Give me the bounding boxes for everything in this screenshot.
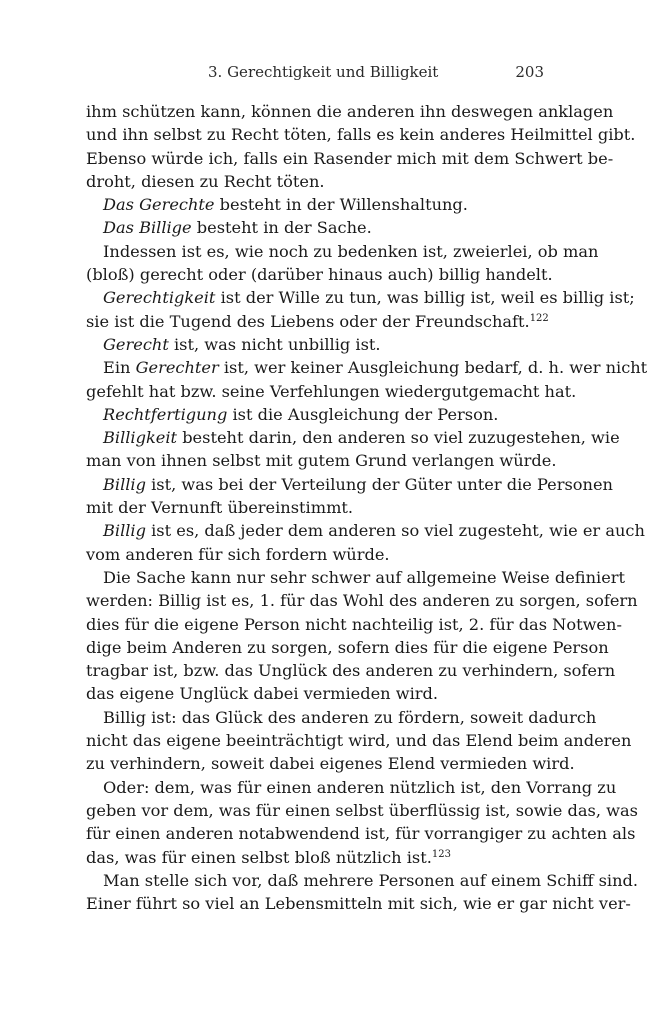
line-text: das, was für einen selbst bloß nützlich ist. [86,847,432,867]
italic-term: Billig [103,521,146,541]
text-line [86,496,548,519]
text-line [86,310,548,333]
text-line [86,566,626,589]
text-line [86,846,548,869]
line-text: für einen anderen notabwendend ist, für vorrangiger zu achten als [86,824,636,844]
text-line [86,659,616,682]
italic-term: Billigkeit [103,428,178,448]
line-text: ihm schützen kann, können die anderen ihn deswegen anklagen [86,102,614,121]
line-text: ist, was bei der Verteilung der Güter unter die Personen [145,474,613,494]
text-line [86,776,617,799]
text-line [86,263,553,286]
text-line [86,589,638,612]
line-text: geben vor dem, was für einen selbst überflüssig ist, sowie das, was [86,800,638,820]
italic-term: Das Gerechte [103,195,215,215]
text-line [86,100,614,123]
line-text: man von ihnen selbst mit gutem Grund verlangen würde. [86,451,557,471]
text-line [86,240,599,263]
line-text: sie ist die Tugend des Liebens oder der Freundschaft. [86,311,530,331]
text-line [86,449,557,472]
line-text: Man stelle sich vor, daß mehrere Personen auf einem Schiff sind. [103,870,639,890]
line-text: Billig ist: das Glück des anderen zu fördern, soweit dadurch [103,707,597,727]
text-line [86,380,577,403]
line-text: mit der Vernunft übereinstimmt. [86,498,354,518]
line-text: dies für die eigene Person nicht nachteilig ist, 2. für das Notwen- [86,614,622,634]
text-line [86,147,614,170]
line-text: Die Sache kann nur sehr schwer auf allgemeine Weise definiert [103,567,626,587]
line-text: Ebenso würde ich, falls ein Rasender mich mit dem Schwert be- [86,148,614,168]
text-line [86,519,645,542]
text-line [86,473,613,496]
italic-term: Gerecht [103,334,169,354]
footnote-marker: 123 [431,848,451,860]
text-line [86,543,548,566]
line-text: vom anderen für sich fordern würde. [86,544,390,564]
text-line [86,286,635,309]
body-text [86,100,648,915]
line-text: werden: Billig ist es, 1. für das Wohl des anderen zu sorgen, sofern [86,591,638,611]
line-text: dige beim Anderen zu sorgen, sofern dies für die eigene Person [86,637,609,657]
text-line [86,356,648,379]
line-text: droht, diesen zu Recht töten. [86,171,325,191]
text-line [86,333,548,356]
text-line [86,426,620,449]
page-number: 203 [515,63,544,81]
text-line [86,869,639,892]
line-text: Indessen ist es, wie noch zu bedenken ist, zweierlei, ob man [103,241,599,261]
line-text: (bloß) gerecht oder (darüber hinaus auch) billig handelt. [86,265,553,285]
text-line [86,706,597,729]
text-line [86,123,636,146]
line-text: das eigene Unglück dabei vermieden wird. [86,684,439,704]
text-line [86,193,548,216]
italic-term: Das Billige [103,218,192,238]
text-line [86,613,622,636]
line-text: besteht in der Sache. [191,218,372,238]
text-line [86,729,632,752]
text-line [86,752,575,775]
text-line [86,799,638,822]
line-text: gefehlt hat bzw. seine Verfehlungen wiedergutgemacht hat. [86,381,577,401]
line-text: besteht darin, den anderen so viel zuzugestehen, wie [177,428,620,448]
line-text: ist die Ausgleichung der Person. [227,404,499,424]
line-text: ist der Wille zu tun, was billig ist, weil es billig ist; [215,288,635,308]
line-text: Ein [103,358,136,378]
line-text: ist, wer keiner Ausgleichung bedarf, d. h. wer nicht [218,358,648,378]
italic-term: Rechtfertigung [103,404,228,424]
text-line [86,403,548,426]
line-text: ist es, daß jeder dem anderen so viel zugesteht, wie er auch [145,521,645,541]
line-text: Oder: dem, was für einen anderen nützlich ist, den Vorrang zu [103,777,617,797]
running-head [86,62,544,82]
line-text: nicht das eigene beeinträchtigt wird, und das Elend beim anderen [86,731,632,751]
italic-term: Billig [103,474,146,494]
italic-term: Gerechtigkeit [103,288,216,308]
line-text: zu verhindern, soweit dabei eigenes Elend vermieden wird. [86,754,575,774]
line-text: ist, was nicht unbillig ist. [168,334,381,354]
line-text: tragbar ist, bzw. das Unglück des anderen zu verhindern, sofern [86,661,616,681]
line-text: besteht in der Willenshaltung. [214,195,468,215]
text-line [86,636,609,659]
text-line [86,822,636,845]
text-line [86,682,548,705]
line-text: und ihn selbst zu Recht töten, falls es kein anderes Heilmittel gibt. [86,125,636,145]
line-text: Einer führt so viel an Lebensmitteln mit sich, wie er gar nicht ver- [86,894,631,914]
italic-term: Gerechter [135,358,219,378]
text-line [86,892,631,915]
text-line [86,216,548,239]
chapter-title: 3. Gerechtigkeit und Billigkeit [208,63,439,81]
footnote-marker: 122 [529,312,549,324]
text-line [86,170,548,193]
